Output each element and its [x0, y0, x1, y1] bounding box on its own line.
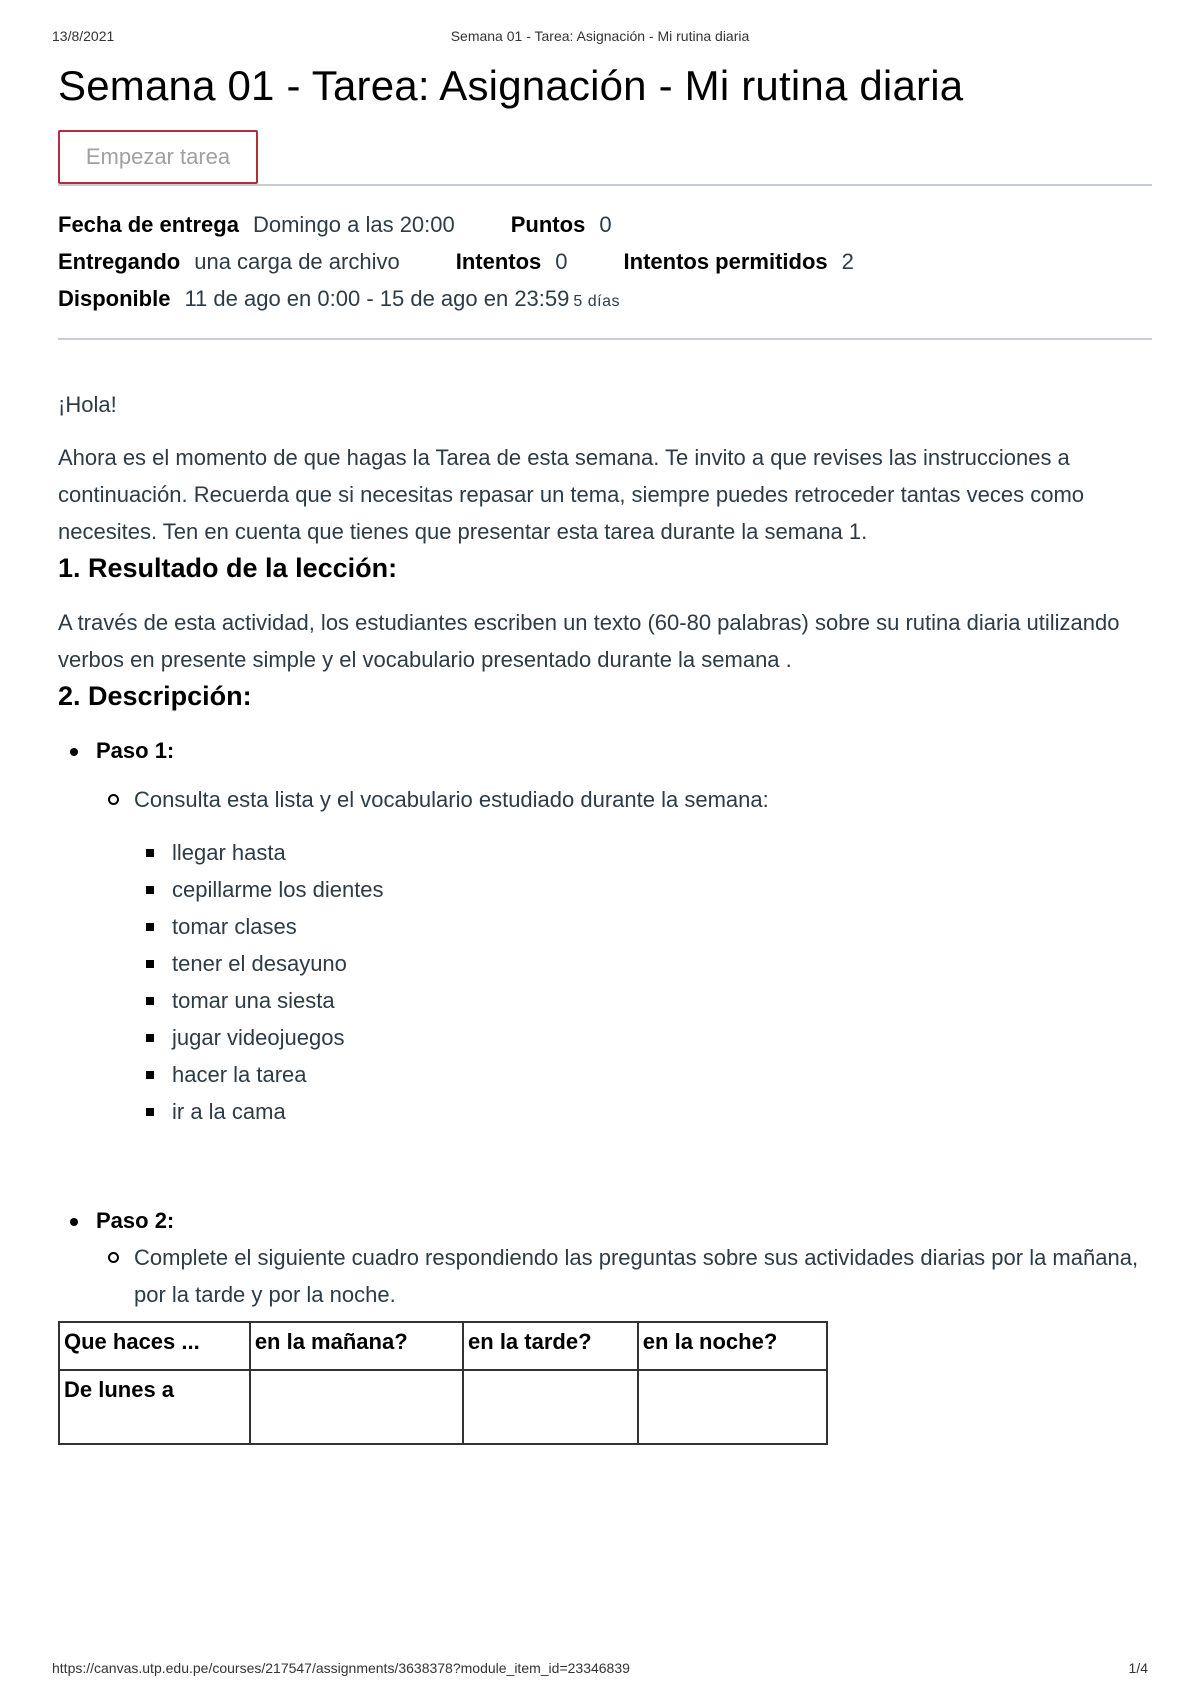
points-value: 0	[599, 212, 612, 237]
circle-bullet-icon	[108, 1252, 119, 1263]
start-assignment-button[interactable]: Empezar tarea	[58, 130, 258, 184]
print-header	[52, 28, 1148, 48]
step-2-label: Paso 2:	[96, 1208, 175, 1233]
table-header-cell: en la mañana?	[250, 1322, 463, 1370]
step-2-instruction-text: Complete el siguiente cuadro respondiendo las preguntas sobre sus actividades diarias por la mañana, por la tarde y por la noche.	[134, 1245, 1139, 1307]
vocabulary-list	[134, 834, 1152, 1130]
available-value: 11 de ago en 0:00 - 15 de ago en 23:59	[184, 286, 570, 311]
due-date-label: Fecha de entrega	[58, 212, 239, 237]
page-title: Semana 01 - Tarea: Asignación - Mi rutina diaria	[58, 62, 964, 109]
print-footer	[52, 1660, 1148, 1680]
attempts-label: Intentos	[455, 249, 542, 274]
table-header-cell: en la noche?	[638, 1322, 827, 1370]
vocab-item	[134, 908, 1152, 945]
vocab-item	[134, 871, 1152, 908]
assignment-details	[58, 186, 1152, 338]
square-bullet-icon	[146, 1034, 154, 1042]
step-1-instruction-text: Consulta esta lista y el vocabulario estudiado durante la semana:	[134, 787, 769, 812]
assignment-content	[58, 60, 1152, 1650]
step-1	[58, 732, 1152, 1130]
step-2	[58, 1202, 1152, 1313]
available-days: 5 días	[573, 293, 620, 310]
routine-table	[58, 1321, 828, 1445]
due-date-value: Domingo a las 20:00	[252, 212, 455, 237]
divider	[58, 338, 1152, 340]
print-page-title: Semana 01 - Tarea: Asignación - Mi rutina diaria	[450, 28, 750, 44]
steps-list	[58, 732, 1152, 1313]
submitting-value: una carga de archivo	[194, 249, 400, 274]
vocab-text: llegar hasta	[172, 840, 286, 865]
allowed-attempts-label: Intentos permitidos	[623, 249, 828, 274]
step-1-sublist	[96, 781, 1152, 1130]
table-header-row	[59, 1322, 827, 1370]
section-result-text: A través de esta actividad, los estudiantes escriben un texto (60-80 palabras) sobre su rutina diaria utilizando verbos en presente simple y el vocabulario presentado durante la semana .	[58, 610, 1120, 672]
vocab-item	[134, 1093, 1152, 1130]
bullet-icon	[70, 748, 78, 756]
vocab-text: cepillarme los dientes	[172, 877, 384, 902]
vocab-item	[134, 1019, 1152, 1056]
square-bullet-icon	[146, 997, 154, 1005]
points-label: Puntos	[510, 212, 586, 237]
vocab-text: ir a la cama	[172, 1099, 286, 1124]
vocab-item	[134, 834, 1152, 871]
square-bullet-icon	[146, 849, 154, 857]
attempts-value: 0	[555, 249, 568, 274]
table-row-label: De lunes a	[59, 1370, 250, 1444]
vocab-item	[134, 982, 1152, 1019]
vocab-item	[134, 1056, 1152, 1093]
allowed-attempts-value: 2	[841, 249, 854, 274]
table-row	[59, 1370, 827, 1444]
circle-bullet-icon	[108, 794, 119, 805]
step-2-sublist	[96, 1239, 1152, 1313]
details-row-due	[58, 206, 1152, 243]
section-heading-result: 1. Resultado de la lección:	[58, 553, 398, 583]
print-date: 13/8/2021	[52, 28, 115, 44]
square-bullet-icon	[146, 923, 154, 931]
step-2-instruction	[96, 1239, 1152, 1313]
print-url: https://canvas.utp.edu.pe/courses/217547/assignments/3638378?module_item_id=23346839	[52, 1660, 630, 1676]
details-row-submitting	[58, 243, 1152, 280]
square-bullet-icon	[146, 960, 154, 968]
step-1-label: Paso 1:	[96, 738, 175, 763]
step-1-instruction	[96, 781, 1152, 1130]
bullet-icon	[70, 1218, 78, 1226]
details-row-available	[58, 280, 1152, 320]
page-number: 1/4	[1128, 1660, 1148, 1676]
table-cell	[250, 1370, 463, 1444]
square-bullet-icon	[146, 1108, 154, 1116]
vocab-text: hacer la tarea	[172, 1062, 307, 1087]
square-bullet-icon	[146, 886, 154, 894]
available-label: Disponible	[58, 286, 171, 311]
section-heading-description: 2. Descripción:	[58, 681, 252, 711]
table-cell	[638, 1370, 827, 1444]
intro-paragraph: Ahora es el momento de que hagas la Tarea de esta semana. Te invito a que revises las instrucciones a continuación. Recuerda que si necesitas repasar un tema, siempre puedes retroceder tantas veces como necesites. Ten en cuenta que tienes que presentar esta tarea durante la semana 1.	[58, 445, 1085, 544]
table-header-cell: Que haces ...	[59, 1322, 250, 1370]
vocab-text: tomar clases	[172, 914, 297, 939]
vocab-item	[134, 945, 1152, 982]
vocab-text: jugar videojuegos	[172, 1025, 345, 1050]
table-cell	[463, 1370, 638, 1444]
submitting-label: Entregando	[58, 249, 181, 274]
vocab-text: tomar una siesta	[172, 988, 335, 1013]
table-header-cell: en la tarde?	[463, 1322, 638, 1370]
greeting: ¡Hola!	[58, 392, 117, 417]
square-bullet-icon	[146, 1071, 154, 1079]
vocab-text: tener el desayuno	[172, 951, 347, 976]
